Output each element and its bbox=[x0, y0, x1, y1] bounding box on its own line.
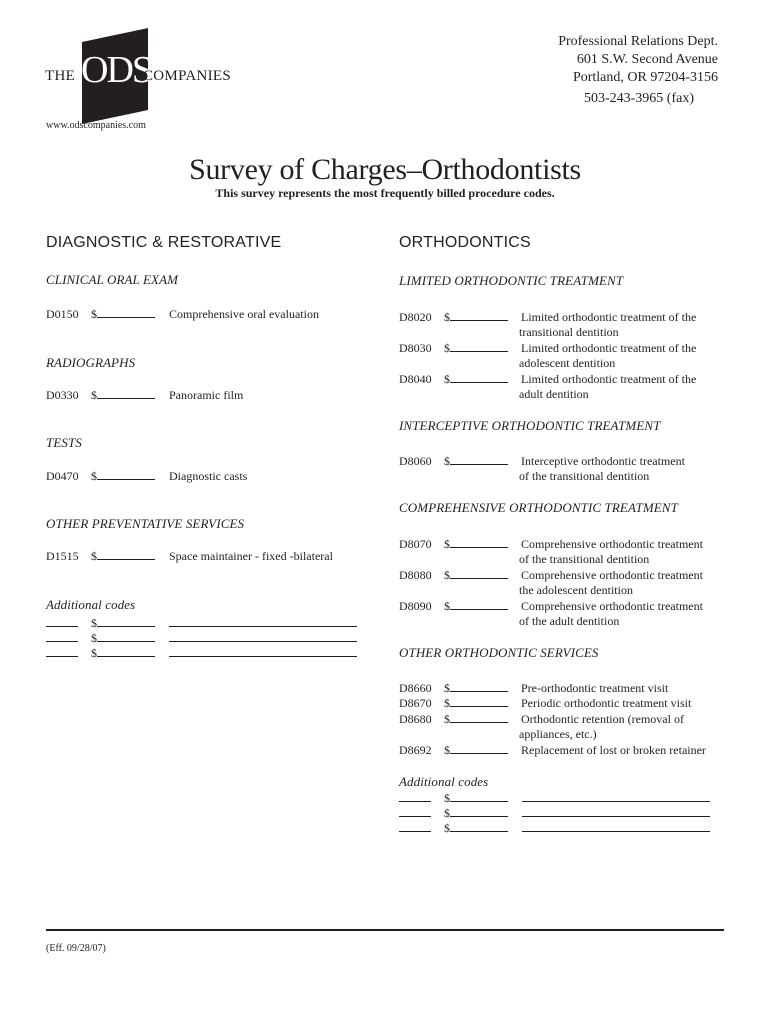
fee-field[interactable] bbox=[97, 550, 155, 560]
desc-d8080-line2: the adolescent dentition bbox=[519, 583, 633, 597]
code-field[interactable] bbox=[46, 617, 78, 627]
code-d0470: D0470 bbox=[46, 469, 79, 483]
dollar-sign: $ bbox=[91, 549, 97, 563]
dollar-sign: $ bbox=[91, 646, 97, 660]
dollar-d0470[interactable] bbox=[91, 469, 155, 484]
dollar-d8660[interactable] bbox=[444, 681, 508, 696]
dollar-sign: $ bbox=[444, 454, 450, 468]
code-d1515: D1515 bbox=[46, 549, 79, 563]
dollar-sign: $ bbox=[444, 537, 450, 551]
fee-field[interactable] bbox=[450, 455, 508, 465]
fee-field[interactable] bbox=[450, 792, 508, 802]
logo-the: THE bbox=[45, 68, 76, 84]
fee-field[interactable] bbox=[97, 470, 155, 480]
fee-field[interactable] bbox=[97, 389, 155, 399]
subsection-comprehensive: COMPREHENSIVE ORTHODONTIC TREATMENT bbox=[399, 500, 678, 515]
address-dept: Professional Relations Dept. bbox=[558, 34, 718, 49]
subsection-additional-right: Additional codes bbox=[399, 774, 489, 789]
code-d8080: D8080 bbox=[399, 568, 432, 582]
code-d8060: D8060 bbox=[399, 454, 432, 468]
description-field[interactable] bbox=[522, 792, 710, 802]
desc-d8692: Replacement of lost or broken retainer bbox=[521, 743, 706, 757]
desc-d8040-line2: adult dentition bbox=[519, 387, 589, 401]
desc-d8090-line2: of the adult dentition bbox=[519, 614, 620, 628]
dollar-sign: $ bbox=[444, 681, 450, 695]
dollar-d8080[interactable] bbox=[444, 568, 508, 583]
dollar-d8070[interactable] bbox=[444, 537, 508, 552]
desc-d0330: Panoramic film bbox=[169, 388, 244, 402]
code-d0330: D0330 bbox=[46, 388, 79, 402]
code-field[interactable] bbox=[399, 822, 431, 832]
footer-divider bbox=[46, 929, 724, 931]
dollar-d8670[interactable] bbox=[444, 696, 508, 711]
page-subtitle: This survey represents the most frequently billed procedure codes. bbox=[215, 186, 555, 200]
fee-field[interactable] bbox=[450, 697, 508, 707]
desc-d8060: Interceptive orthodontic treatment bbox=[521, 454, 685, 468]
code-d8660: D8660 bbox=[399, 681, 432, 695]
subsection-limited: LIMITED ORTHODONTIC TREATMENT bbox=[399, 273, 624, 288]
address-city: Portland, OR 97204-3156 bbox=[572, 70, 718, 85]
fee-field[interactable] bbox=[97, 632, 155, 642]
dollar-d8090[interactable] bbox=[444, 599, 508, 614]
dollar-d8060[interactable] bbox=[444, 454, 508, 469]
code-d8070: D8070 bbox=[399, 537, 432, 551]
description-field[interactable] bbox=[169, 617, 357, 627]
desc-d0470: Diagnostic casts bbox=[169, 469, 248, 483]
additional-row-left-2[interactable] bbox=[46, 631, 357, 646]
additional-row-right-2[interactable] bbox=[399, 806, 710, 821]
desc-d8030-line2: adolescent dentition bbox=[519, 356, 616, 370]
fee-field[interactable] bbox=[97, 647, 155, 657]
subsection-clinical: CLINICAL ORAL EXAM bbox=[46, 272, 179, 287]
fee-field[interactable] bbox=[450, 569, 508, 579]
dollar-sign: $ bbox=[444, 712, 450, 726]
dollar-d0150[interactable] bbox=[91, 307, 155, 322]
dollar-sign: $ bbox=[444, 341, 450, 355]
code-d8040: D8040 bbox=[399, 372, 432, 386]
desc-d8680-line2: appliances, etc.) bbox=[519, 727, 597, 741]
desc-d8080: Comprehensive orthodontic treatment bbox=[521, 568, 703, 582]
fee-field[interactable] bbox=[450, 682, 508, 692]
dollar-sign: $ bbox=[91, 469, 97, 483]
dollar-sign: $ bbox=[444, 806, 450, 820]
logo-ods: ODS bbox=[81, 49, 152, 91]
desc-d8090: Comprehensive orthodontic treatment bbox=[521, 599, 703, 613]
fee-field[interactable] bbox=[450, 822, 508, 832]
dollar-d8020[interactable] bbox=[444, 310, 508, 325]
dollar-d8030[interactable] bbox=[444, 341, 508, 356]
code-d8670: D8670 bbox=[399, 696, 432, 710]
fee-field[interactable] bbox=[450, 600, 508, 610]
desc-d8670: Periodic orthodontic treatment visit bbox=[521, 696, 692, 710]
code-field[interactable] bbox=[399, 792, 431, 802]
dollar-d8680[interactable] bbox=[444, 712, 508, 727]
code-field[interactable] bbox=[46, 632, 78, 642]
dollar-sign: $ bbox=[444, 310, 450, 324]
dollar-sign: $ bbox=[444, 743, 450, 757]
code-d8692: D8692 bbox=[399, 743, 432, 757]
code-d8090: D8090 bbox=[399, 599, 432, 613]
fee-field[interactable] bbox=[97, 308, 155, 318]
code-field[interactable] bbox=[399, 807, 431, 817]
dollar-sign: $ bbox=[91, 631, 97, 645]
dollar-sign: $ bbox=[444, 599, 450, 613]
subsection-interceptive: INTERCEPTIVE ORTHODONTIC TREATMENT bbox=[399, 418, 661, 433]
subsection-additional-left: Additional codes bbox=[46, 597, 136, 612]
dollar-sign: $ bbox=[444, 696, 450, 710]
desc-d8680: Orthodontic retention (removal of bbox=[521, 712, 684, 726]
additional-row-left-1[interactable] bbox=[46, 616, 357, 631]
code-d0150: D0150 bbox=[46, 307, 79, 321]
fee-field[interactable] bbox=[450, 713, 508, 723]
desc-d8020-line2: transitional dentition bbox=[519, 325, 619, 339]
section-diagnostic-heading: DIAGNOSTIC & RESTORATIVE bbox=[46, 234, 282, 251]
dollar-sign: $ bbox=[444, 372, 450, 386]
description-field[interactable] bbox=[169, 647, 357, 657]
description-field[interactable] bbox=[522, 822, 710, 832]
website-link[interactable]: www.odscompanies.com bbox=[46, 120, 146, 131]
page-title: Survey of Charges–Orthodontists bbox=[189, 153, 581, 186]
desc-d8070-line2: of the transitional dentition bbox=[519, 552, 650, 566]
subsection-preventative: OTHER PREVENTATIVE SERVICES bbox=[46, 516, 245, 531]
fee-field[interactable] bbox=[450, 342, 508, 352]
additional-row-right-3[interactable] bbox=[399, 821, 710, 836]
fee-field[interactable] bbox=[450, 807, 508, 817]
desc-d8030: Limited orthodontic treatment of the bbox=[521, 341, 697, 355]
dollar-sign: $ bbox=[444, 568, 450, 582]
additional-row-left-3[interactable] bbox=[46, 646, 357, 661]
dollar-sign: $ bbox=[91, 307, 97, 321]
dollar-d0330[interactable] bbox=[91, 388, 155, 403]
desc-d0150: Comprehensive oral evaluation bbox=[169, 307, 319, 321]
address-street: 601 S.W. Second Avenue bbox=[576, 52, 718, 67]
subsection-other-ortho: OTHER ORTHODONTIC SERVICES bbox=[399, 645, 599, 660]
desc-d1515: Space maintainer - fixed -bilateral bbox=[169, 549, 333, 563]
desc-d8060-line2: of the transitional dentition bbox=[519, 469, 650, 483]
code-d8030: D8030 bbox=[399, 341, 432, 355]
logo-companies: COMPANIES bbox=[143, 68, 232, 84]
desc-d8070: Comprehensive orthodontic treatment bbox=[521, 537, 703, 551]
desc-d8020: Limited orthodontic treatment of the bbox=[521, 310, 697, 324]
fee-field[interactable] bbox=[450, 744, 508, 754]
dollar-sign: $ bbox=[91, 388, 97, 402]
description-field[interactable] bbox=[522, 807, 710, 817]
desc-d8040: Limited orthodontic treatment of the bbox=[521, 372, 697, 386]
dollar-d8040[interactable] bbox=[444, 372, 508, 387]
code-d8680: D8680 bbox=[399, 712, 432, 726]
effective-date: (Eff. 09/28/07) bbox=[46, 943, 106, 954]
fee-field[interactable] bbox=[450, 538, 508, 548]
fee-field[interactable] bbox=[97, 617, 155, 627]
dollar-d1515[interactable] bbox=[91, 549, 155, 564]
dollar-sign: $ bbox=[444, 821, 450, 835]
desc-d8660: Pre-orthodontic treatment visit bbox=[521, 681, 669, 695]
subsection-tests: TESTS bbox=[46, 435, 82, 450]
dollar-sign: $ bbox=[444, 791, 450, 805]
address-fax: 503-243-3965 (fax) bbox=[583, 91, 694, 106]
additional-row-right-1[interactable] bbox=[399, 791, 710, 806]
description-field[interactable] bbox=[169, 632, 357, 642]
fee-field[interactable] bbox=[450, 311, 508, 321]
dollar-sign: $ bbox=[91, 616, 97, 630]
dollar-d8692[interactable] bbox=[444, 743, 508, 758]
subsection-radiographs: RADIOGRAPHS bbox=[46, 355, 136, 370]
fee-field[interactable] bbox=[450, 373, 508, 383]
code-field[interactable] bbox=[46, 647, 78, 657]
code-d8020: D8020 bbox=[399, 310, 432, 324]
section-orthodontics-heading: ORTHODONTICS bbox=[399, 234, 531, 251]
